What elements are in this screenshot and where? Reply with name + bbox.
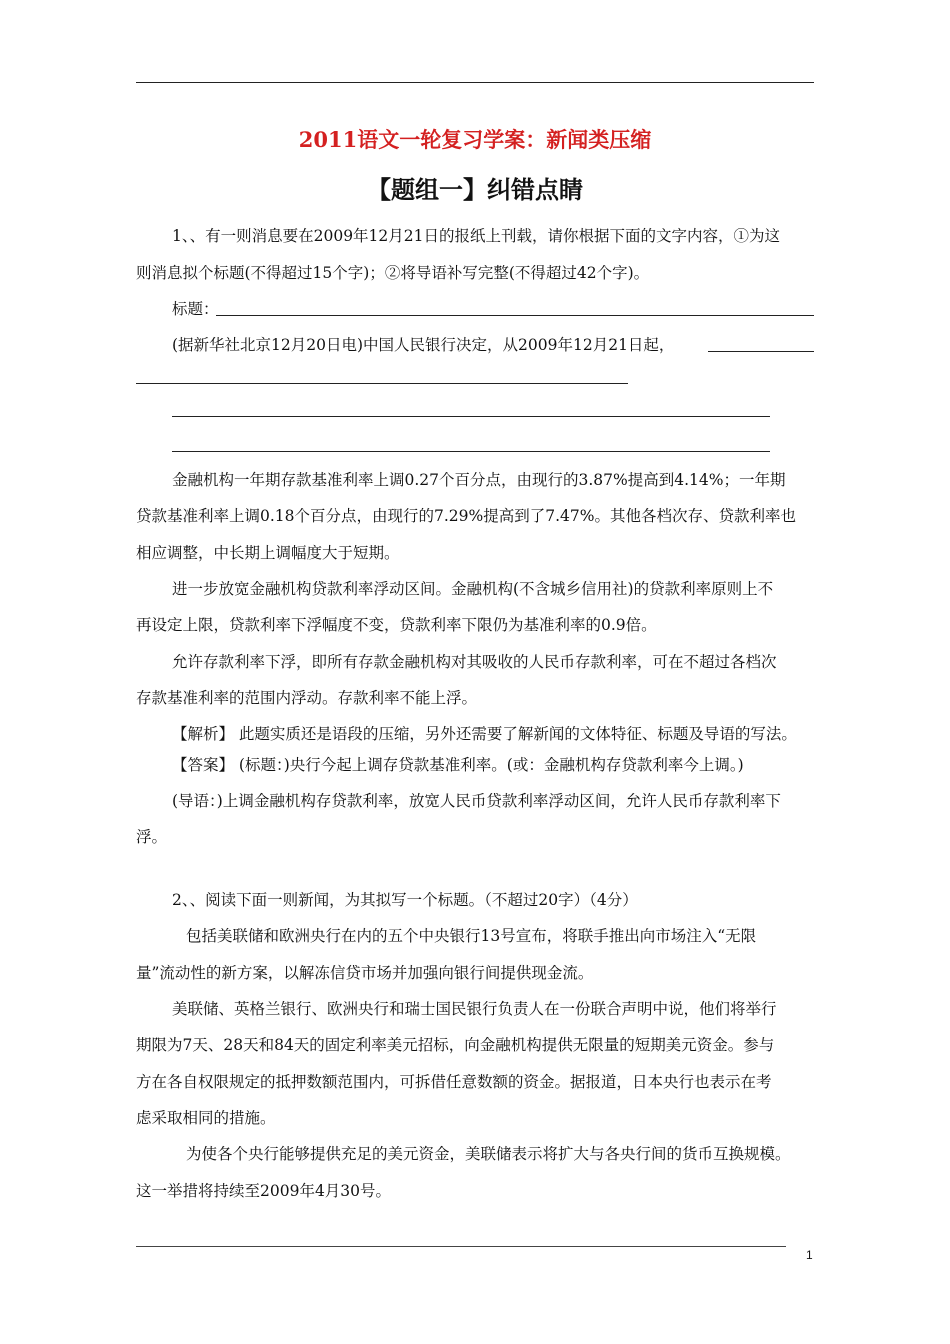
- q2-para1-line-2: 量”流动性的新方案，以解冻信贷市场并加强向银行间提供现金流。: [136, 964, 594, 982]
- q1-body-line-2: 贷款基准利率上调0.18个百分点，由现行的7.29%提高到了7.47%。其他各档次存、贷款利率也: [136, 507, 796, 525]
- lead-answer-blank-2: [136, 383, 628, 384]
- q1-body-line-1: 金融机构一年期存款基准利率上调0.27个百分点，由现行的3.87%提高到4.14%；一年期: [172, 471, 786, 489]
- q1-body-line-4: 进一步放宽金融机构贷款利率浮动区间。金融机构(不含城乡信用社)的贷款利率原则上不: [172, 580, 774, 598]
- header-rule: [136, 82, 814, 83]
- lead-answer-blank-4: [172, 451, 770, 452]
- q2-para3-line-1: 为使各个央行能够提供充足的美元资金，美联储表示将扩大与各央行间的货币互换规模。: [186, 1145, 791, 1163]
- q1-title-label: 标题：: [172, 300, 219, 318]
- footer-rule: [136, 1246, 786, 1247]
- section-heading: 【题组一】纠错点睛: [367, 175, 583, 204]
- q2-stem: 2、、阅读下面一则新闻，为其拟写一个标题。（不超过20字）（4分）: [172, 891, 638, 909]
- q1-lead-prefix: (据新华社北京12月20日电)中国人民银行决定，从2009年12月21日起，: [172, 336, 675, 354]
- q1-analysis: 【解析】 此题实质还是语段的压缩，另外还需要了解新闻的文体特征、标题及导语的写法。: [172, 725, 797, 743]
- q2-para3-line-2: 这一举措将持续至2009年4月30号。: [136, 1182, 392, 1200]
- q2-para2-line-1: 美联储、英格兰银行、欧洲央行和瑞士国民银行负责人在一份联合声明中说，他们将举行: [172, 1000, 777, 1018]
- q1-answer-line-2: (导语：)上调金融机构存贷款利率，放宽人民币贷款利率浮动区间，允许人民币存款利率下: [172, 792, 781, 810]
- q2-para2-line-4: 虑采取相同的措施。: [136, 1109, 276, 1127]
- document-title: 2011语文一轮复习学案：新闻类压缩: [298, 127, 652, 152]
- lead-answer-blank-1: [708, 351, 814, 352]
- q1-answer-line-1: 【答案】 (标题：)央行今起上调存贷款基准利率。(或：金融机构存贷款利率今上调。): [172, 756, 744, 774]
- q1-body-line-6: 允许存款利率下浮，即所有存款金融机构对其吸收的人民币存款利率，可在不超过各档次: [172, 653, 777, 671]
- q2-para2-line-3: 方在各自权限规定的抵押数额范围内，可拆借任意数额的资金。据报道，日本央行也表示在考: [136, 1073, 772, 1091]
- q2-para2-line-2: 期限为7天、28天和84天的固定利率美元招标，向金融机构提供无限量的短期美元资金。参与: [136, 1036, 775, 1054]
- page-number: 1: [806, 1248, 813, 1262]
- q1-body-line-7: 存款基准利率的范围内浮动。存款利率不能上浮。: [136, 689, 478, 707]
- q1-answer-line-3: 浮。: [136, 828, 168, 846]
- q1-stem-line-2: 则消息拟个标题(不得超过15个字)；②将导语补写完整(不得超过42个字)。: [136, 264, 650, 282]
- title-answer-blank: [216, 315, 814, 316]
- q1-body-line-5: 再设定上限，贷款利率下浮幅度不变，贷款利率下限仍为基准利率的0.9倍。: [136, 616, 657, 634]
- q1-body-line-3: 相应调整，中长期上调幅度大于短期。: [136, 544, 400, 562]
- q1-stem-line-1: 1、、有一则消息要在2009年12月21日的报纸上刊载，请你根据下面的文字内容，①为这: [172, 227, 781, 245]
- lead-answer-blank-3: [172, 416, 770, 417]
- q2-para1-line-1: 包括美联储和欧洲央行在内的五个中央银行13号宣布，将联手推出向市场注入“无限: [186, 927, 757, 945]
